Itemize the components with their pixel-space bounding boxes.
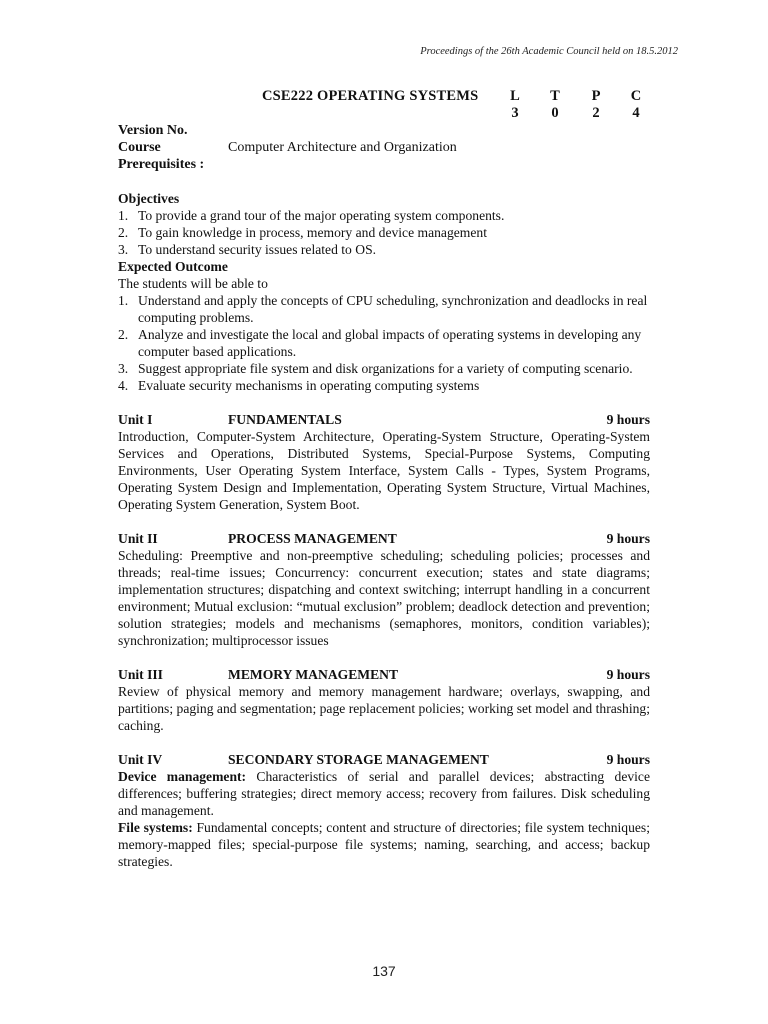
unit-2-heading <box>118 530 650 547</box>
list-text: Understand and apply the concepts of CPU scheduling, synchronization and deadlocks in real computing problems. <box>138 293 648 325</box>
ltpc-label-p: P <box>591 88 601 104</box>
list-item <box>118 326 650 360</box>
list-number: 3. <box>118 361 129 376</box>
ltpc-label-c: C <box>630 88 642 104</box>
proceedings-header: Proceedings of the 26th Academic Council held on 18.5.2012 <box>420 46 678 57</box>
unit-title: PROCESS MANAGEMENT <box>228 531 397 546</box>
version-label: Version No. <box>118 123 188 138</box>
objectives-list <box>118 207 650 258</box>
course-row <box>118 139 457 156</box>
list-text: To understand security issues related to OS. <box>138 242 377 257</box>
outcome-intro: The students will be able to <box>118 276 268 291</box>
unit-1-body: Introduction, Computer-System Architecture, Operating-System Structure, Operating-System Services and Operations, Distributed Systems, Special-Purpose Systems, Computing Environments, User Operating System Interface, System Calls - Types, System Programs, Operating System Design and Implementation, Operating System Structure, Virtual Machines, Operating System Generation, System Boot. <box>118 429 650 512</box>
course-title: CSE222 OPERATING SYSTEMS <box>262 88 479 104</box>
section-text: Characteristics of serial and parallel devices; abstracting device differences; buffering strategies; direct memory access; recovery from failures. Disk scheduling and management. <box>118 769 650 818</box>
prereq-label: Prerequisites : <box>118 157 205 172</box>
unit-hours: 9 hours <box>606 667 650 682</box>
unit-3-body: Review of physical memory and memory management hardware; overlays, swapping, and partitions; paging and segmentation; page replacement policies; working set model and thrashing; caching. <box>118 684 650 733</box>
list-item <box>118 360 650 377</box>
list-number: 2. <box>118 327 129 342</box>
list-number: 2. <box>118 225 129 240</box>
list-text: Evaluate security mechanisms in operating computing systems <box>138 378 480 393</box>
list-item <box>118 377 650 394</box>
ltpc-value-p: 2 <box>592 105 600 121</box>
unit-title: SECONDARY STORAGE MANAGEMENT <box>228 752 489 767</box>
prereq-row <box>118 156 457 173</box>
unit-2-body: Scheduling: Preemptive and non-preemptive scheduling; scheduling policies; processes and threads; real-time issues; Concurrency: concurrent execution; states and state diagrams; implementation structures; dispatching and context switching; interrupt handling in a concurrent environment; Mutual exclusion: “mutual exclusion” problem; deadlock detection and prevention; solution strategies; models and mechanisms (semaphores, monitors, condition variables); synchronization; multiprocessor issues <box>118 548 650 648</box>
list-text: Suggest appropriate file system and disk organizations for a variety of computing scenario. <box>138 361 633 376</box>
unit-4-heading <box>118 751 650 768</box>
unit-hours: 9 hours <box>606 531 650 546</box>
list-text: To gain knowledge in process, memory and device management <box>138 225 487 240</box>
ltpc-label-l: L <box>510 88 520 104</box>
list-number: 1. <box>118 208 129 223</box>
unit-title: FUNDAMENTALS <box>228 412 342 427</box>
unit-4-file-systems <box>118 819 650 870</box>
list-text: To provide a grand tour of the major operating system components. <box>138 208 505 223</box>
page-number: 137 <box>372 963 396 979</box>
course-meta <box>118 122 457 173</box>
unit-hours: 9 hours <box>606 752 650 767</box>
list-item <box>118 224 650 241</box>
list-item <box>118 292 650 326</box>
unit-3-heading <box>118 666 650 683</box>
list-item <box>118 241 650 258</box>
unit-number: Unit III <box>118 667 163 682</box>
ltpc-label-t: T <box>550 88 560 104</box>
unit-number: Unit I <box>118 412 153 427</box>
ltpc-column-p <box>586 88 606 122</box>
version-row <box>118 122 457 139</box>
unit-number: Unit IV <box>118 752 163 767</box>
list-text: Analyze and investigate the local and global impacts of operating systems in developing any computer based applications. <box>138 327 642 359</box>
unit-title: MEMORY MANAGEMENT <box>228 667 399 682</box>
list-number: 3. <box>118 242 129 257</box>
ltpc-value-c: 4 <box>632 105 640 121</box>
objectives-heading: Objectives <box>118 191 180 206</box>
section-text: Fundamental concepts; content and structure of directories; file system techniques; memory-mapped files; special-purpose file systems; naming, searching, and access; backup strategies. <box>118 820 651 869</box>
unit-hours: 9 hours <box>606 412 650 427</box>
ltpc-column-c <box>626 88 646 122</box>
course-label: Course <box>118 140 161 155</box>
ltpc-value-l: 3 <box>511 105 519 121</box>
outcome-list <box>118 292 650 394</box>
section-label: File systems: <box>118 820 193 835</box>
ltpc-value-t: 0 <box>551 105 559 121</box>
syllabus-content <box>118 190 650 870</box>
unit-4-device-management <box>118 768 650 819</box>
outcome-heading: Expected Outcome <box>118 259 228 274</box>
unit-1-heading <box>118 411 650 428</box>
unit-number: Unit II <box>118 531 158 546</box>
list-number: 1. <box>118 293 129 308</box>
ltpc-column-l <box>505 88 525 122</box>
list-item <box>118 207 650 224</box>
ltpc-column-t <box>545 88 565 122</box>
section-label: Device management: <box>118 769 247 784</box>
course-value: Computer Architecture and Organization <box>228 140 457 155</box>
list-number: 4. <box>118 378 129 393</box>
